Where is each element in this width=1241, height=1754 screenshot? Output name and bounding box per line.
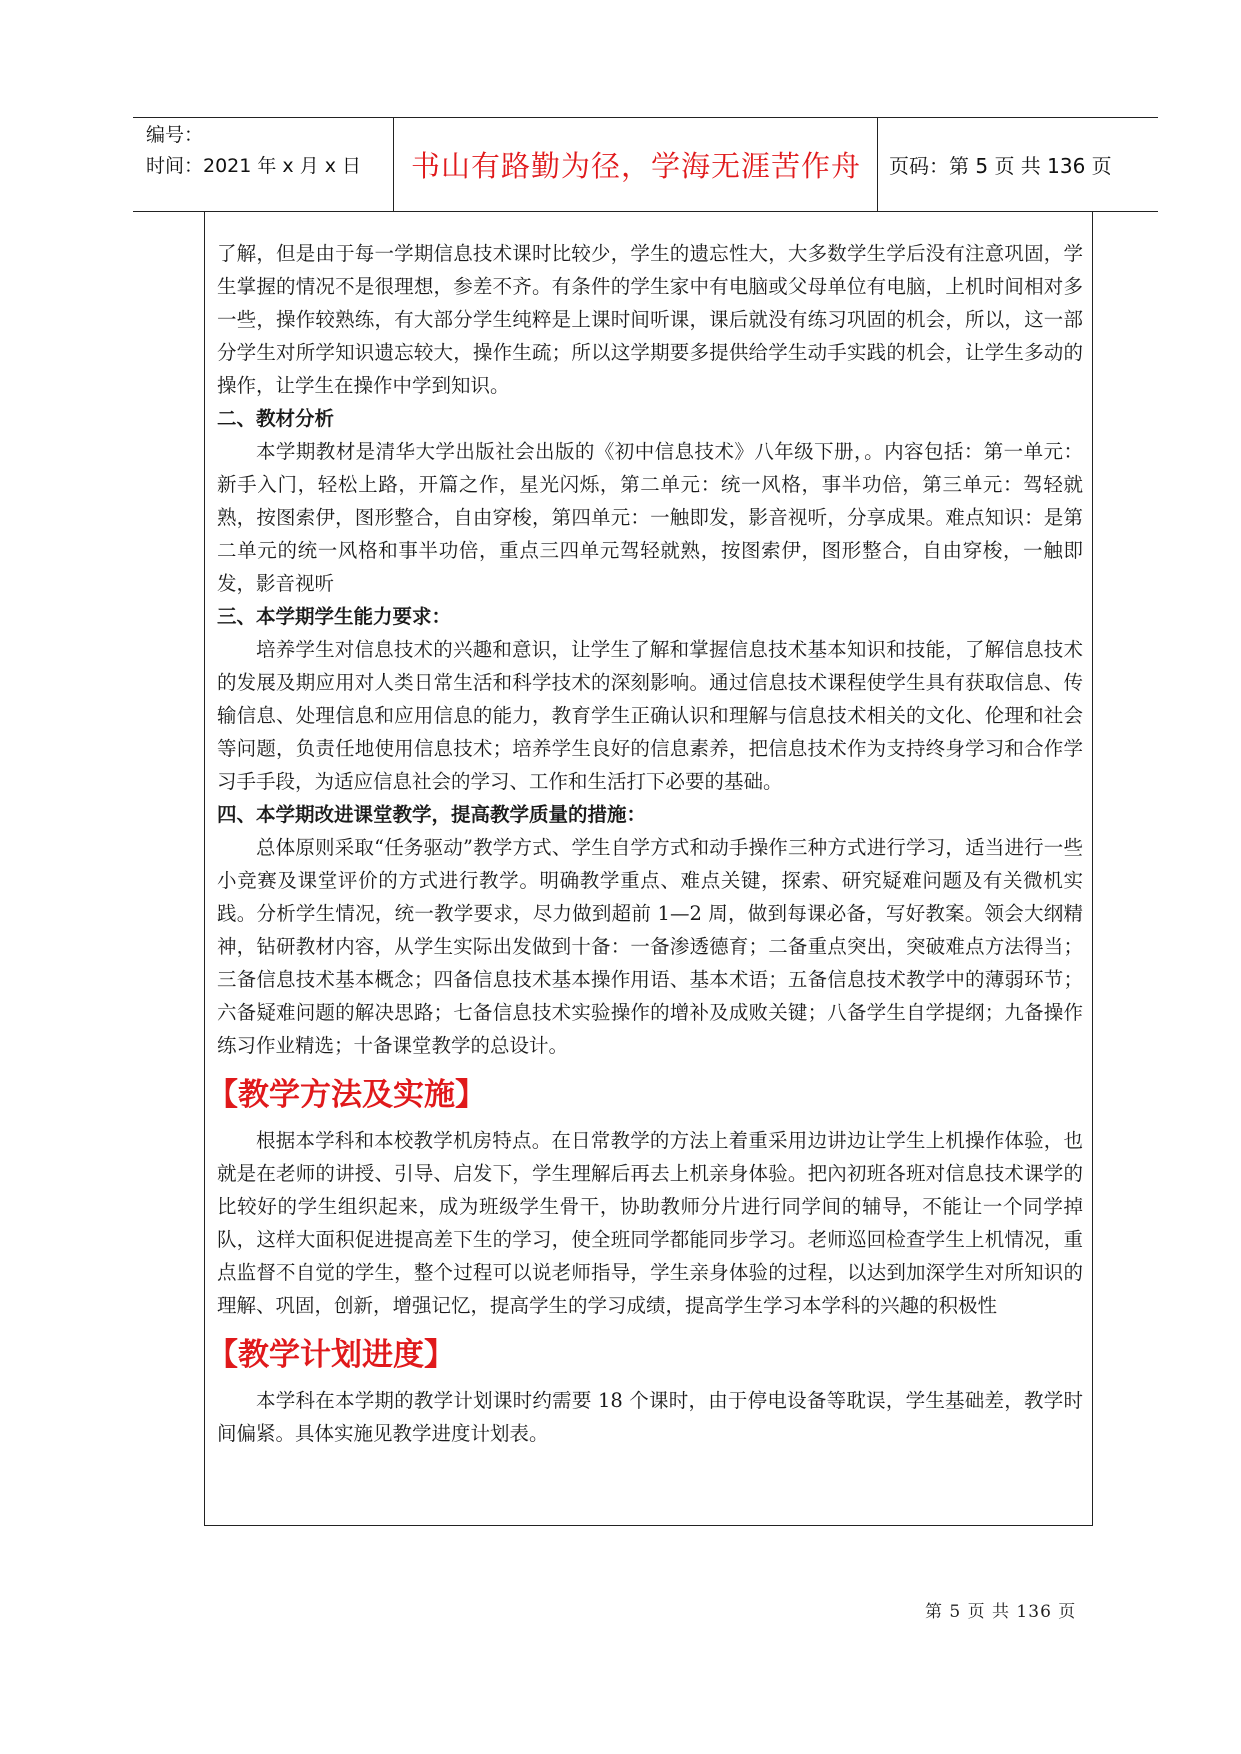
header-divider [393, 118, 394, 211]
document-number-label: 编号： [146, 124, 204, 146]
intro-paragraph: 了解，但是由于每一学期信息技术课时比较少，学生的遗忘性大，大多数学生学后没有注意巩固，学生掌握的情况不是很理想，参差不齐。有条件的学生家中有电脑或父母单位有电脑，上机时间相对多一些，操作较熟练，有大部分学生纯粹是上课时间听课，课后就没有练习巩固的机会，所以，这一部分学生对所学知识遗忘较大，操作生疏；所以这学期要多提供给学生动手实践的机会，让学生多动的操作，让学生在操作中学到知识。 [217, 242, 1083, 397]
header-divider [877, 118, 878, 211]
header-meta [146, 120, 391, 182]
header-motto: 书山有路勤为径，学海无涯苦作舟 [410, 149, 861, 183]
schedule-paragraph: 本学科在本学期的教学计划课时约需要 18 个课时，由于停电设备等耽误，学生基础差，教学时间偏紧。具体实施见教学进度计划表。 [217, 1389, 1083, 1445]
section-heading-schedule: 【教学计划进度】 [207, 1337, 455, 1373]
content-box [204, 211, 1093, 1526]
content-body [207, 237, 1083, 1450]
section-heading-methods: 【教学方法及实施】 [207, 1077, 486, 1113]
header-page-code: 页码：第 5 页 共 136 页 [889, 154, 1112, 178]
section-heading-measures: 四、本学期改进课堂教学，提高教学质量的措施： [217, 803, 647, 826]
document-header [133, 117, 1158, 212]
section-heading-materials: 二、教材分析 [217, 407, 335, 430]
ability-paragraph: 培养学生对信息技术的兴趣和意识，让学生了解和掌握信息技术基本知识和技能，了解信息技术的发展及期应用对人类日常生活和科学技术的深刻影响。通过信息技术课程使学生具有获取信息、传输信息、处理信息和应用信息的能力，教育学生正确认识和理解与信息技术相关的文化、伦理和社会等问题，负责任地使用信息技术；培养学生良好的信息素养，把信息技术作为支持终身学习和合作学习手手段，为适应信息社会的学习、工作和生活打下必要的基础。 [217, 638, 1083, 793]
measures-paragraph: 总体原则采取“任务驱动”教学方式、学生自学方式和动手操作三种方式进行学习，适当进行一些小竞赛及课堂评价的方式进行教学。明确教学重点、难点关键，探索、研究疑难问题及有关微机实践。分析学生情况，统一教学要求，尽力做到超前 1—2 周，做到每课必备，写好教案。领会大纲精神，钻研教材内容，从学生实际出发做到十备：一备渗透德育；二备重点突出，突破难点方法得当；三备信息技术基本概念；四备信息技术基本操作用语、基本术语；五备信息技术教学中的薄弱环节；六备疑难问题的解决思路；七备信息技术实验操作的增补及成败关键；八备学生自学提纲；九备操作练习作业精选；十备课堂教学的总设计。 [217, 836, 1083, 1057]
methods-paragraph: 根据本学科和本校教学机房特点。在日常教学的方法上着重采用边讲边让学生上机操作体验，也就是在老师的讲授、引导、启发下，学生理解后再去上机亲身体验。把內初班各班对信息技术课学的比较好的学生组织起来，成为班级学生骨干，协助教师分片进行同学间的辅导，不能让一个同学掉队，这样大面积促进提高差下生的学习，使全班同学都能同步学习。老师巡回检查学生上机情况，重点监督不自觉的学生，整个过程可以说老师指导，学生亲身体验的过程，以达到加深学生对所知识的理解、巩固，创新，增强记忆，提高学生的学习成绩，提高学生学习本学科的兴趣的积极性 [217, 1129, 1083, 1317]
document-time-label: 时间：2021 年 x 月 x 日 [146, 155, 362, 177]
page-footer: 第 5 页 共 136 页 [925, 1602, 1077, 1622]
materials-paragraph: 本学期教材是清华大学出版社会出版的《初中信息技术》八年级下册，。内容包括：第一单元：新手入门，轻松上路，开篇之作，星光闪烁，第二单元：统一风格，事半功倍，第三单元：驾轻就熟，按图索伊，图形整合，自由穿梭，第四单元：一触即发，影音视听，分享成果。难点知识：是第二单元的统一风格和事半功倍，重点三四单元驾轻就熟，按图索伊，图形整合，自由穿梭，一触即发，影音视听 [217, 440, 1083, 595]
section-heading-ability: 三、本学期学生能力要求： [217, 605, 452, 628]
